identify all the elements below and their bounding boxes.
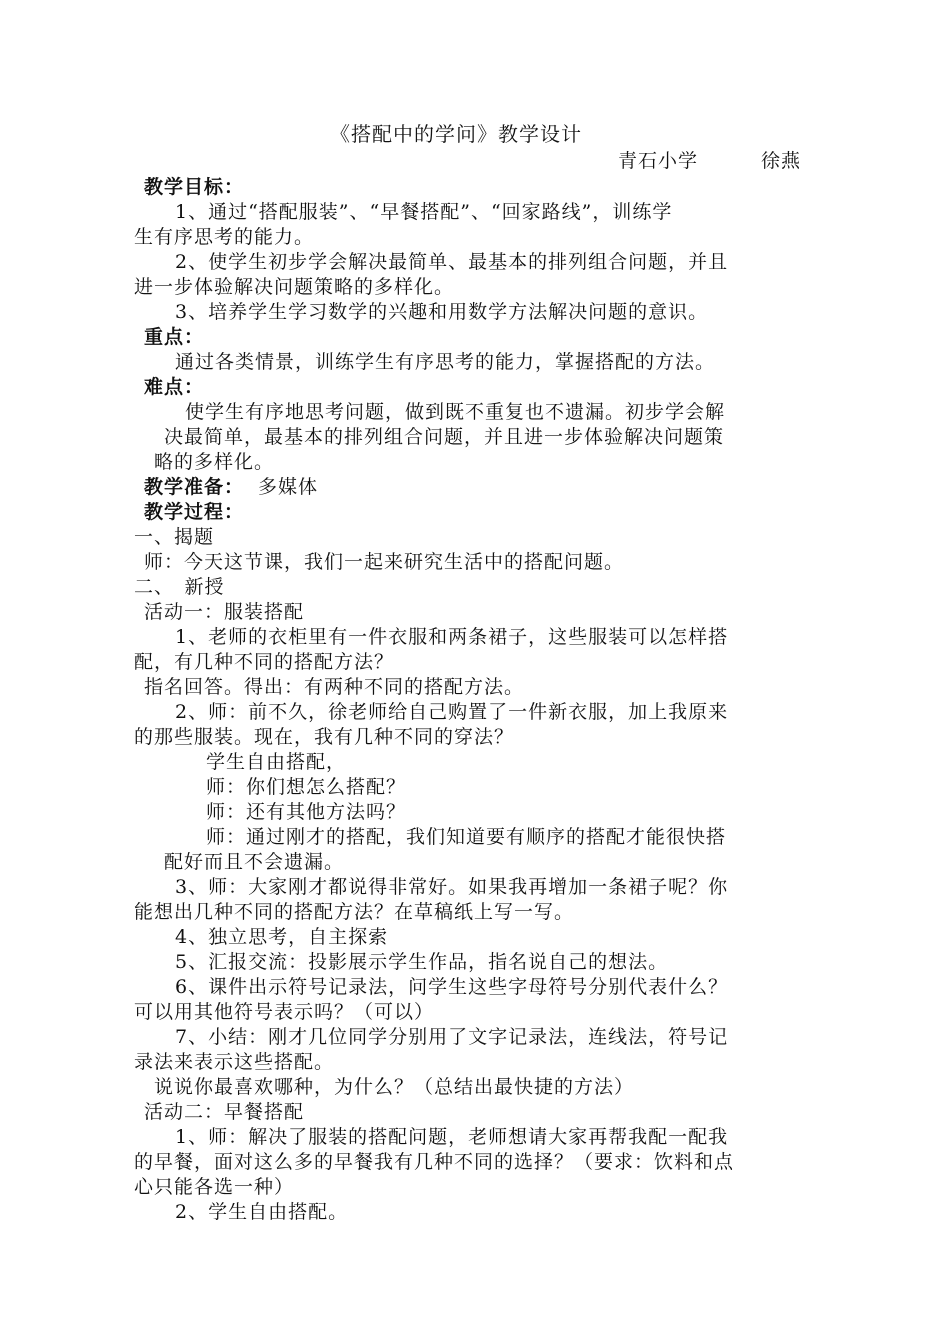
goal-line: 1、通过“搭配服装”、“早餐搭配”、“回家路线”，训练学	[175, 201, 673, 223]
process-line: 师：通过刚才的搭配，我们知道要有顺序的搭配才能很快搭	[206, 826, 727, 848]
process-line: 师：今天这节课，我们一起来研究生活中的搭配问题。	[144, 551, 625, 573]
process-line: 1、老师的衣柜里有一件衣服和两条裙子，这些服装可以怎样搭	[175, 626, 729, 648]
process-line: 的早餐，面对这么多的早餐我有几种不同的选择？（要求：饮料和点	[134, 1151, 735, 1173]
heading-teaching-goals: 教学目标：	[144, 176, 245, 198]
section-new-lesson: 二、 新授	[134, 576, 225, 598]
process-line: 指名回答。得出：有两种不同的搭配方法。	[144, 676, 525, 698]
goal-line: 3、培养学生学习数学的兴趣和用数学方法解决问题的意识。	[175, 301, 709, 323]
process-line: 的那些服装。现在，我有几种不同的穿法？	[134, 726, 515, 748]
process-line: 1、师：解决了服装的搭配问题，老师想请大家再帮我配一配我	[175, 1126, 729, 1148]
process-line: 7、小结：刚才几位同学分别用了文字记录法，连线法，符号记	[175, 1026, 729, 1048]
heading-teaching-process: 教学过程：	[144, 501, 245, 523]
author-name: 徐燕	[761, 150, 802, 172]
process-line: 能想出几种不同的搭配方法？在草稿纸上写一写。	[134, 901, 575, 923]
process-line: 师：你们想怎么搭配？	[206, 776, 407, 798]
heading-difficulties: 难点：	[144, 376, 205, 398]
process-line: 说说你最喜欢哪种，为什么？（总结出最快捷的方法）	[154, 1076, 635, 1098]
difficulty-line: 决最简单，最基本的排列组合问题，并且进一步体验解决问题策	[164, 426, 725, 448]
difficulty-line: 略的多样化。	[154, 451, 275, 473]
goal-line: 进一步体验解决问题策略的多样化。	[134, 276, 455, 298]
goal-line: 生有序思考的能力。	[134, 226, 315, 248]
process-line: 2、学生自由搭配。	[175, 1201, 349, 1223]
process-line: 配好而且不会遗漏。	[164, 851, 345, 873]
process-line: 可以用其他符号表示吗？（可以）	[134, 1001, 435, 1023]
school-name: 青石小学	[618, 150, 699, 172]
process-line: 学生自由搭配，	[206, 751, 347, 773]
heading-preparation: 教学准备：	[144, 476, 245, 498]
key-point-line: 通过各类情景，训练学生有序思考的能力，掌握搭配的方法。	[175, 351, 716, 373]
process-line: 师：还有其他方法吗？	[206, 801, 407, 823]
process-line: 录法来表示这些搭配。	[134, 1051, 335, 1073]
process-line: 4、独立思考，自主探索	[175, 926, 389, 948]
preparation-value: 多媒体	[258, 476, 319, 498]
difficulty-line: 使学生有序地思考问题，做到既不重复也不遗漏。初步学会解	[185, 401, 726, 423]
activity-one-heading: 活动一：服装搭配	[144, 601, 305, 623]
goal-line: 2、使学生初步学会解决最简单、最基本的排列组合问题，并且	[175, 251, 729, 273]
activity-two-heading: 活动二：早餐搭配	[144, 1101, 305, 1123]
process-line: 配，有几种不同的搭配方法？	[134, 651, 395, 673]
document-title: 《搭配中的学问》教学设计	[330, 122, 582, 146]
process-line: 心只能各选一种）	[134, 1176, 295, 1198]
process-line: 5、汇报交流：投影展示学生作品，指名说自己的想法。	[175, 951, 669, 973]
heading-key-points: 重点：	[144, 326, 205, 348]
process-line: 2、师：前不久，徐老师给自己购置了一件新衣服，加上我原来	[175, 701, 729, 723]
process-line: 6、课件出示符号记录法，问学生这些字母符号分别代表什么？	[175, 976, 729, 998]
process-line: 3、师：大家刚才都说得非常好。如果我再增加一条裙子呢？你	[175, 876, 729, 898]
section-reveal-topic: 一、揭题	[134, 526, 215, 548]
